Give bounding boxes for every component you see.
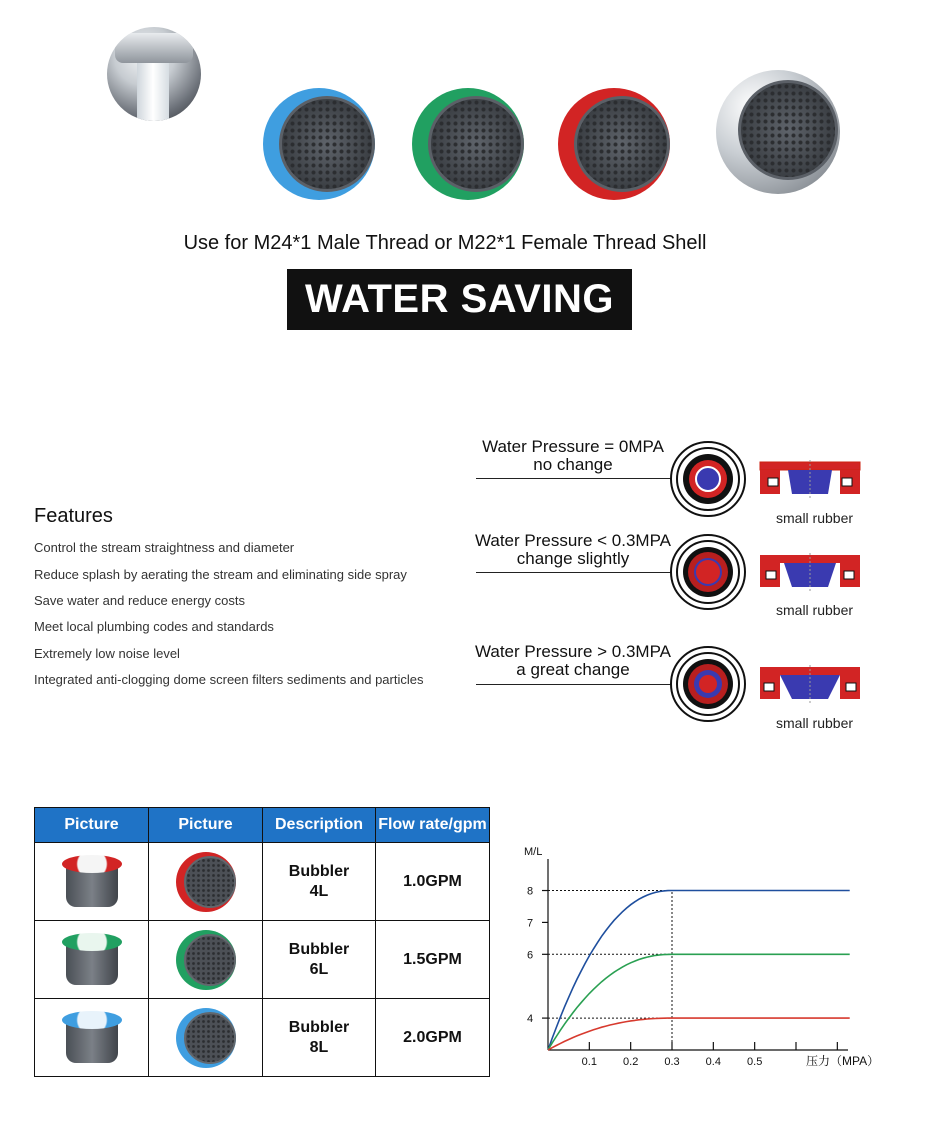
- aerator-rim: [62, 855, 122, 873]
- feature-item: Integrated anti-clogging dome screen filters sediments and particles: [34, 672, 424, 687]
- flow-rate-cell: 1.5GPM: [376, 921, 490, 999]
- small-rubber-diagram: [758, 665, 862, 705]
- description-volume: 6L: [309, 960, 329, 978]
- aerator-face-icon: [176, 1008, 236, 1068]
- small-rubber-label: small rubber: [776, 510, 854, 526]
- aerator-rim: [62, 933, 122, 951]
- x-tick-label: 0.3: [664, 1056, 680, 1068]
- x-tick-label: 0.1: [581, 1056, 597, 1068]
- aerator-face-icon: [176, 930, 236, 990]
- faucet-spout: [115, 33, 193, 63]
- feature-item: Extremely low noise level: [34, 646, 180, 661]
- small-rubber-diagram: [758, 460, 862, 500]
- pressure-state-0: [468, 437, 678, 475]
- description-volume: 8L: [309, 1038, 329, 1056]
- aerator-mesh: [184, 856, 236, 908]
- pressure-change-label: a great change: [516, 660, 630, 679]
- aerator-mesh: [279, 96, 375, 192]
- aerator-dial-diagram: [669, 533, 747, 611]
- table-row: [35, 921, 490, 999]
- small-rubber-label: small rubber: [776, 602, 854, 618]
- water-stream: [137, 63, 169, 121]
- x-axis-label: 压力（MPA）: [806, 1054, 880, 1068]
- table-header-row: [35, 808, 490, 843]
- y-tick-label: 4: [526, 1013, 534, 1026]
- aerator-side-icon: [60, 1011, 124, 1065]
- series-line: [548, 891, 850, 1051]
- column-header: Description: [263, 808, 376, 843]
- water-saving-banner: WATER SAVING: [287, 269, 632, 330]
- feature-item: Reduce splash by aerating the stream and eliminating side spray: [34, 567, 407, 582]
- aerator-dial-diagram: [669, 645, 747, 723]
- aerator-rim: [62, 1011, 122, 1029]
- column-header: Picture: [35, 808, 149, 843]
- pressure-label: Water Pressure < 0.3MPA: [474, 531, 672, 550]
- description-cell: [263, 843, 376, 921]
- x-tick-label: 0.4: [705, 1056, 721, 1068]
- aerator-chrome-photo: [716, 70, 840, 194]
- pressure-label: Water Pressure = 0MPA: [482, 437, 664, 456]
- y-tick-label: 7: [526, 917, 534, 930]
- pressure-change-label: change slightly: [516, 549, 630, 568]
- aerator-dial-diagram: [669, 440, 747, 518]
- description-volume: 4L: [309, 882, 329, 900]
- pressure-state-1: [468, 531, 678, 569]
- column-header: Flow rate/gpm: [376, 808, 490, 843]
- small-rubber-diagram: [758, 553, 862, 593]
- series-line: [548, 1018, 850, 1050]
- product-side-picture: [35, 843, 149, 921]
- flow-rate-cell: 1.0GPM: [376, 843, 490, 921]
- description-cell: [263, 999, 376, 1077]
- aerator-mesh: [428, 96, 524, 192]
- feature-item: Meet local plumbing codes and standards: [34, 619, 274, 634]
- aerator-side-icon: [60, 933, 124, 987]
- aerator-red-photo: [558, 88, 670, 200]
- aerator-mesh: [574, 96, 670, 192]
- aerator-mesh: [184, 1012, 236, 1064]
- table-row: [35, 843, 490, 921]
- flow-pressure-chart: [510, 835, 890, 1075]
- pressure-state-2: [468, 642, 678, 680]
- x-tick-label: 0.5: [747, 1056, 763, 1068]
- pressure-label: Water Pressure > 0.3MPA: [474, 642, 672, 661]
- y-tick-label: 8: [526, 885, 534, 898]
- aerator-side-icon: [60, 855, 124, 909]
- aerator-blue-photo: [263, 88, 375, 200]
- description-cell: [263, 921, 376, 999]
- x-tick-label: 0.2: [623, 1056, 639, 1068]
- product-face-picture: [149, 921, 263, 999]
- aerator-mesh: [184, 934, 236, 986]
- feature-item: Control the stream straightness and diameter: [34, 540, 295, 555]
- description-name: Bubbler: [288, 862, 350, 880]
- y-axis-label: M/L: [524, 846, 543, 858]
- product-side-picture: [35, 999, 149, 1077]
- spec-table: [34, 807, 490, 1077]
- flow-rate-cell: 2.0GPM: [376, 999, 490, 1077]
- features-title: Features: [34, 505, 113, 527]
- feature-item: Save water and reduce energy costs: [34, 593, 246, 608]
- small-rubber-label: small rubber: [776, 715, 854, 731]
- series-line: [548, 954, 850, 1050]
- faucet-stream-photo: [107, 27, 201, 121]
- table-row: [35, 999, 490, 1077]
- thread-spec-text: Use for M24*1 Male Thread or M22*1 Female Thread Shell: [183, 232, 707, 254]
- y-tick-label: 6: [526, 949, 534, 962]
- aerator-face-icon: [176, 852, 236, 912]
- aerator-green-photo: [412, 88, 524, 200]
- column-header: Picture: [149, 808, 263, 843]
- product-face-picture: [149, 843, 263, 921]
- description-name: Bubbler: [288, 1018, 350, 1036]
- aerator-mesh: [738, 80, 838, 180]
- product-side-picture: [35, 921, 149, 999]
- product-face-picture: [149, 999, 263, 1077]
- description-name: Bubbler: [288, 940, 350, 958]
- pressure-change-label: no change: [533, 455, 613, 474]
